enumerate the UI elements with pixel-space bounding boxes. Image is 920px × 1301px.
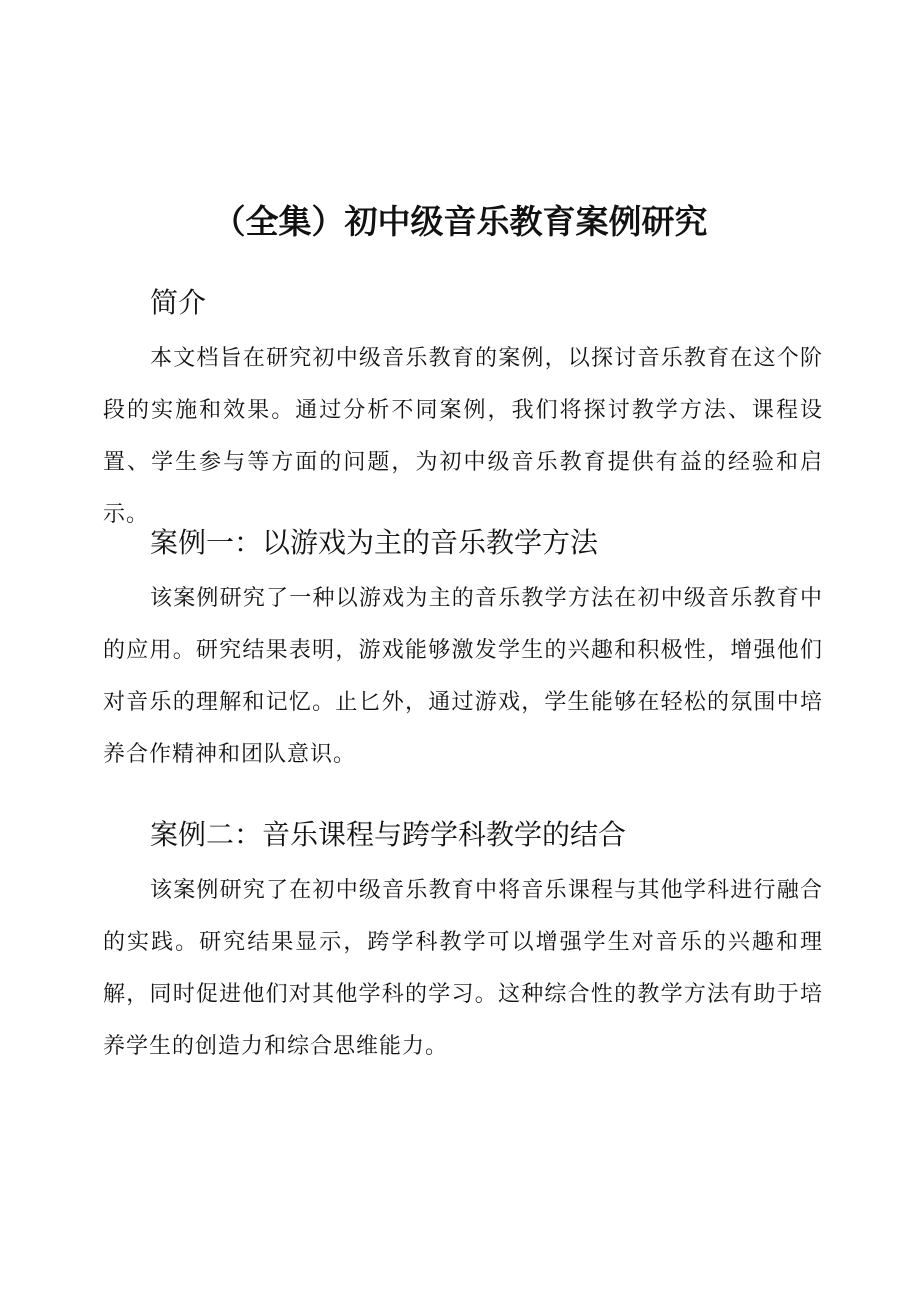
section-introduction <box>103 283 823 541</box>
section-body-case-two: 该案例研究了在初中级音乐教育中将音乐课程与其他学科进行融合的实践。研究结果显示，跨学科教学可以增强学生对音乐的兴趣和理解，同时促进他们对其他学科的学习。这种综合性的教学方法有助于培养学生的创造力和综合思维能力。 <box>103 878 823 1059</box>
section-heading-introduction: 简介 <box>150 286 207 319</box>
section-body-introduction: 本文档旨在研究初中级音乐教育的案例，以探讨音乐教育在这个阶段的实施和效果。通过分析不同案例，我们将探讨教学方法、课程设置、学生参与等方面的问题，为初中级音乐教育提供有益的经验和启示。 <box>103 346 823 527</box>
section-heading-case-one: 案例一：以游戏为主的音乐教学方法 <box>150 526 599 559</box>
section-case-one <box>103 523 823 781</box>
document-title: （全集）初中级音乐教育案例研究 <box>212 202 708 242</box>
section-heading-case-two: 案例二：音乐课程与跨学科教学的结合 <box>150 818 627 851</box>
section-body-case-one: 该案例研究了一种以游戏为主的音乐教学方法在初中级音乐教育中的应用。研究结果表明，游戏能够激发学生的兴趣和积极性，增强他们对音乐的理解和记忆。止匕外，通过游戏，学生能够在轻松的氛围中培养合作精神和团队意识。 <box>103 586 823 767</box>
section-case-two <box>103 815 823 1073</box>
